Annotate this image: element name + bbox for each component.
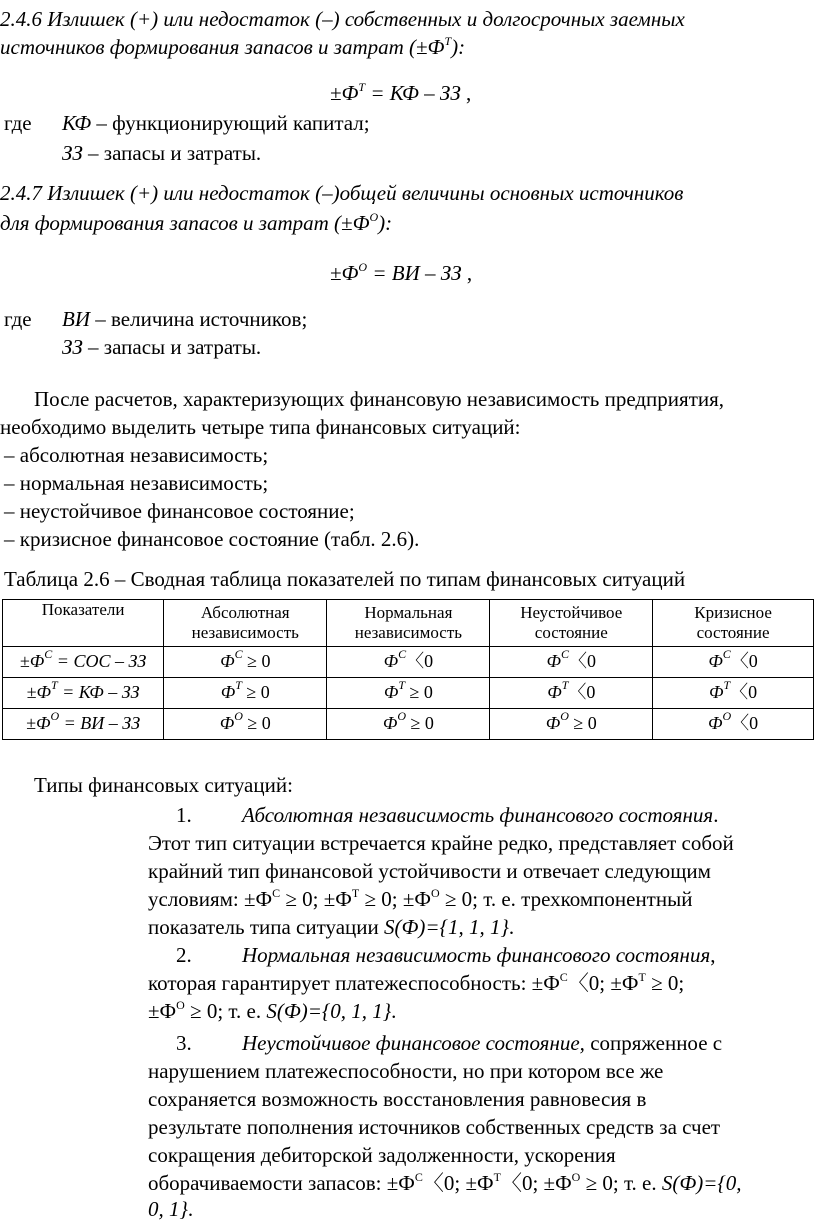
formula-rhs: = КФ – ЗЗ	[365, 81, 461, 105]
cell-symbol: Ф	[708, 682, 724, 703]
header-line: Нормальная	[364, 602, 453, 622]
cell-symbol: Ф	[546, 651, 562, 672]
intro-line1: После расчетов, характеризующих финансовую независимость предприятия,	[34, 387, 725, 411]
table-cell	[490, 709, 653, 740]
intro-line2: необходимо выделить четыре типа финансовых ситуаций:	[0, 415, 521, 439]
term-desc: – запасы и затраты.	[82, 141, 262, 165]
cell-text: ±Ф	[26, 713, 51, 734]
types-heading: Типы финансовых ситуаций:	[34, 773, 293, 797]
term-desc: – величина источников;	[90, 307, 308, 331]
table-cell	[653, 678, 814, 709]
type3-title	[242, 1030, 722, 1057]
sup: Т	[638, 970, 646, 984]
cell-relation: 〈0	[568, 682, 596, 703]
sup: С	[272, 886, 281, 900]
cell-relation: ≥ 0	[405, 682, 433, 703]
indicators-table	[2, 599, 814, 740]
cell-text: ±Ф	[19, 651, 45, 672]
term-symbol: ВИ	[62, 307, 90, 331]
cell-sup: Т	[561, 678, 569, 693]
section-246-title-line2	[0, 34, 465, 61]
cell-symbol: Ф	[219, 713, 235, 734]
list-item: – кризисное финансовое состояние (табл. 2.6).	[4, 527, 420, 551]
cell-sup: Т	[723, 678, 731, 693]
term-symbol: ЗЗ	[62, 335, 83, 359]
set-notation: S(Ф)={1, 1, 1}	[384, 915, 509, 939]
cell-relation: 〈0	[731, 713, 759, 734]
cell-sup: О	[560, 709, 569, 724]
formula-rhs: = ВИ – ЗЗ	[367, 261, 462, 285]
where-label: где	[4, 307, 32, 331]
list-item: – нормальная независимость;	[4, 471, 269, 495]
list-item: – неустойчивое финансовое состояние;	[4, 499, 355, 523]
table-row	[3, 647, 814, 678]
type2-number: 2.	[176, 943, 192, 967]
type1-line3: крайний тип финансовой устойчивости и отвечает следующим	[148, 859, 711, 883]
header-line: Абсолютная	[200, 602, 290, 622]
formula-lhs: ±Ф	[330, 81, 359, 105]
cell-sup: О	[397, 709, 407, 724]
header-line: Кризисное	[694, 602, 772, 622]
cell-symbol: Ф	[707, 713, 723, 734]
type1-title	[242, 802, 718, 829]
title-text: для формирования запасов и затрат (±Ф	[0, 211, 370, 235]
text: оборачиваемости запасов: ±Ф	[148, 1171, 415, 1195]
term-symbol: КФ	[62, 111, 92, 135]
title-sup: Т	[444, 34, 452, 48]
cell-sup: О	[722, 709, 732, 724]
title-end: ):	[451, 35, 466, 59]
text: ±Ф	[148, 999, 177, 1023]
title-end: ):	[378, 211, 393, 235]
sup: О	[571, 1170, 581, 1184]
formula-end: ,	[460, 81, 472, 105]
cell-symbol: Ф	[708, 651, 723, 672]
set-notation: S(Ф)={0, 1, 1}	[266, 999, 392, 1023]
type1-line5	[148, 914, 813, 941]
section-246-title-line1: 2.4.6 Излишек (+) или недостаток (–) собственных и долгосрочных заемных	[0, 7, 685, 31]
text: ≥ 0; ±Ф	[359, 887, 431, 911]
cell-symbol: Ф	[220, 651, 235, 672]
term-vi	[62, 306, 307, 333]
cell-text: = ВИ – ЗЗ	[59, 713, 141, 734]
cell-sup: О	[234, 709, 243, 724]
term-desc: – функционирующий капитал;	[91, 111, 370, 135]
table-cell-indicator	[3, 709, 164, 740]
table-cell	[327, 709, 490, 740]
table-cell	[164, 647, 327, 678]
cell-text: = КФ – ЗЗ	[57, 682, 140, 703]
term-zz	[62, 140, 261, 167]
header-line: Показатели	[41, 600, 125, 619]
table-cell	[164, 678, 327, 709]
table-cell	[653, 647, 814, 678]
table-header	[490, 600, 653, 647]
cell-sup: С	[398, 647, 407, 662]
type2-line3	[148, 998, 813, 1025]
cell-relation: ≥ 0	[568, 713, 597, 734]
table-cell	[327, 678, 490, 709]
cell-symbol: Ф	[383, 682, 399, 703]
table-header	[164, 600, 327, 647]
type3-line2: нарушением платежеспособности, но при котором все же	[148, 1059, 664, 1083]
cell-symbol: Ф	[547, 682, 562, 703]
section-247-title-line2	[0, 210, 392, 237]
term-symbol: ЗЗ	[62, 141, 83, 165]
sup: С	[559, 970, 568, 984]
cell-sup: С	[561, 647, 570, 662]
term-desc: – запасы и затраты.	[82, 335, 262, 359]
cell-sup: С	[722, 647, 731, 662]
cell-symbol: Ф	[220, 682, 236, 703]
table-cell	[653, 709, 814, 740]
set-notation: 0, 1}	[148, 1197, 188, 1221]
text: ≥ 0;	[645, 971, 685, 995]
text: .	[187, 1197, 194, 1221]
table-header	[327, 600, 490, 647]
term-zz	[62, 334, 261, 361]
table-cell	[490, 647, 653, 678]
list-item: – абсолютная независимость;	[4, 443, 269, 467]
cell-sup: С	[44, 647, 53, 662]
formula-end: ,	[461, 261, 473, 285]
text: ≥ 0; т. е.	[580, 1171, 662, 1195]
type3-line5: сокращения дебиторской задолженности, ускорения	[148, 1143, 616, 1167]
sup: С	[414, 1170, 423, 1184]
cell-sup: С	[234, 647, 243, 662]
table-row	[3, 678, 814, 709]
text: ≥ 0; т. е.	[184, 999, 267, 1023]
table-header-row	[3, 600, 814, 647]
table-cell	[490, 678, 653, 709]
text: .	[391, 999, 397, 1023]
text: 〈0; ±Ф	[422, 1171, 494, 1195]
title-end: .	[713, 803, 719, 827]
cell-relation: ≥ 0	[406, 713, 434, 734]
table-cell	[327, 647, 490, 678]
set-notation: S(Ф)={0,	[661, 1171, 742, 1195]
table-header	[653, 600, 814, 647]
cell-sup: Т	[398, 678, 406, 693]
header-line: состояние	[696, 623, 770, 642]
title-sup: О	[369, 210, 379, 224]
section-247-title-line1: 2.4.7 Излишек (+) или недостаток (–)общей величины основных источников	[0, 181, 684, 205]
header-line: Неустойчивое	[520, 602, 623, 622]
title-end: сопряженное с	[584, 1031, 723, 1055]
table-row	[3, 709, 814, 740]
title-text: источников формирования запасов и затрат (±Ф	[0, 35, 445, 59]
cell-relation: ≥ 0	[242, 713, 271, 734]
term-kf	[62, 110, 370, 137]
type3-line6	[148, 1170, 813, 1197]
text: .	[508, 915, 515, 939]
header-line: независимость	[191, 623, 299, 642]
cell-symbol: Ф	[545, 713, 561, 734]
cell-relation: 〈0	[406, 651, 434, 672]
cell-symbol: Ф	[383, 651, 399, 672]
title-text: Нормальная независимость финансового состояния	[242, 943, 711, 967]
formula-sup: О	[358, 260, 368, 274]
type3-line4: результате пополнения источников собственных средств за счет	[148, 1115, 721, 1139]
title-end: ,	[710, 943, 716, 967]
title-text: Неустойчивое финансовое состояние,	[242, 1031, 585, 1055]
text: 〈0; ±Ф	[567, 971, 639, 995]
cell-sup: Т	[235, 678, 242, 693]
table-cell-indicator	[3, 647, 164, 678]
text: ≥ 0; т. е. трехкомпонентный	[439, 887, 693, 911]
cell-sup: Т	[50, 678, 58, 693]
table-cell	[164, 709, 327, 740]
type2-line2	[148, 970, 813, 997]
cell-text: = СОС – ЗЗ	[52, 651, 147, 672]
sup: О	[176, 998, 185, 1012]
cell-sup: О	[50, 709, 60, 724]
type1-line4	[148, 886, 813, 913]
title-text: Абсолютная независимость финансового состояния	[242, 803, 714, 827]
cell-text: ±Ф	[26, 682, 51, 703]
text: 〈0; ±Ф	[500, 1171, 572, 1195]
header-line: состояние	[534, 623, 608, 642]
where-label: где	[4, 111, 32, 135]
type1-number: 1.	[176, 803, 192, 827]
type3-number: 3.	[176, 1031, 192, 1055]
text: ≥ 0; ±Ф	[280, 887, 352, 911]
cell-symbol: Ф	[382, 713, 398, 734]
text: условиям: ±Ф	[148, 887, 273, 911]
table-header	[3, 600, 164, 647]
sup: Т	[351, 886, 360, 900]
cell-relation: 〈0	[730, 651, 758, 672]
sup: О	[430, 886, 440, 900]
cell-relation: ≥ 0	[241, 682, 270, 703]
cell-relation: ≥ 0	[242, 651, 271, 672]
table-caption: Таблица 2.6 – Сводная таблица показателей по типам финансовых ситуаций	[4, 567, 686, 591]
formula-lhs: ±Ф	[330, 261, 359, 285]
sup: Т	[493, 1170, 501, 1184]
table-cell-indicator	[3, 678, 164, 709]
formula-sup: Т	[358, 80, 366, 94]
formula-ft	[330, 80, 471, 107]
cell-relation: 〈0	[730, 682, 758, 703]
type2-title	[242, 942, 715, 969]
header-line: независимость	[354, 623, 463, 642]
type1-line2: Этот тип ситуации встречается крайне редко, представляет собой	[148, 831, 734, 855]
formula-fo	[330, 260, 472, 287]
type3-line3: сохраняется возможность восстановления равновесия в	[148, 1087, 647, 1111]
text: показатель типа ситуации	[148, 915, 385, 939]
cell-relation: 〈0	[569, 651, 597, 672]
text: которая гарантирует платежеспособность: ±Ф	[148, 971, 560, 995]
